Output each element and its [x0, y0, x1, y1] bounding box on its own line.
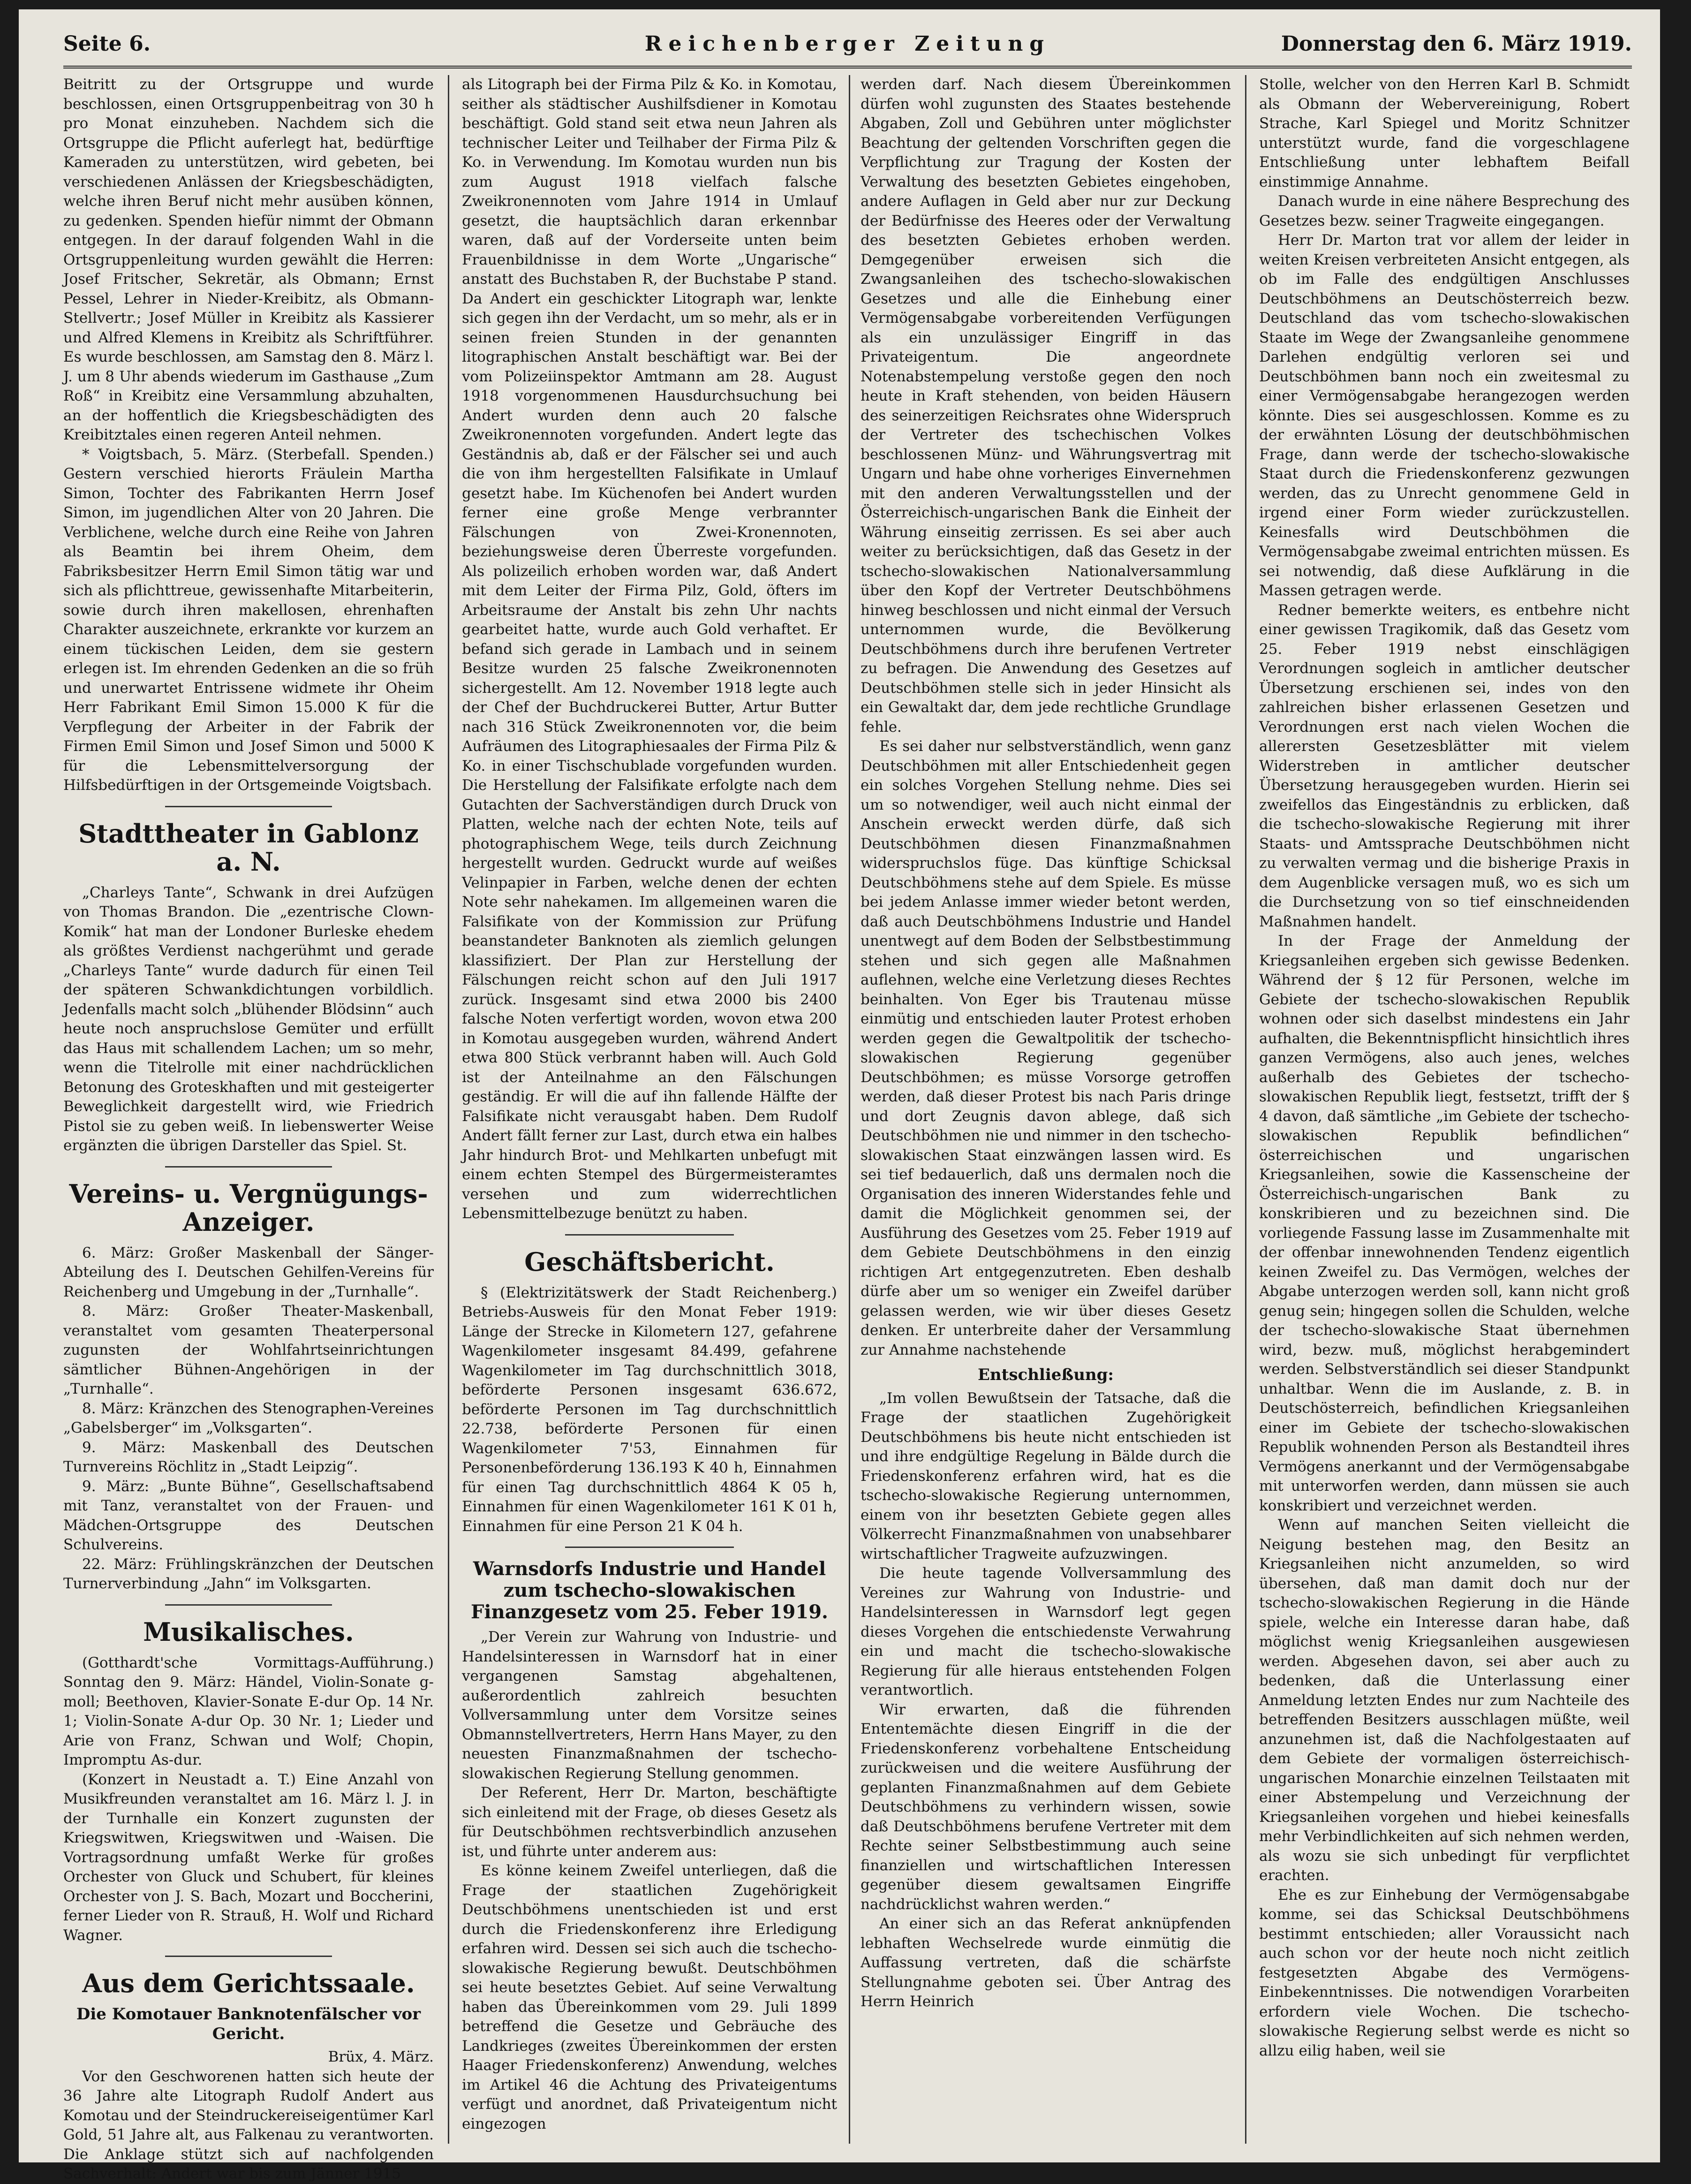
event-listing: 6. März: Großer Maskenball der Sänger-Abteilung des I. Deutschen Gehilfen-Vereins für Reichenberg und Umgebung in der „Turnhalle“.	[63, 1244, 434, 1300]
article-text: An einer sich an das Referat anknüpfenden lebhaften Wechselrede wurde einmütig die Auffassung vertreten, daß die schärfste Stellungnahme geboten sei. Über Antrag des Herrn Heinrich	[861, 1915, 1231, 2010]
article-text: (Gotthardt'sche Vormittags-Aufführung.) Sonntag den 9. März: Händel, Violin-Sonate g-moll; Beethoven, Klavier-Sonate E-dur Op. 14 Nr. 1; Violin-Sonate A-dur Op. 30 Nr. 1; Lieder und Arie von Franz, Schwan und Wolf; Chopin, Impromptu As-dur.	[63, 1654, 434, 1768]
section-divider	[565, 1547, 734, 1548]
article-text: Herr Dr. Marton trat vor allem der leider in weiten Kreisen verbreiteten Ansicht entgegen, als ob im Falle des endgültigen Anschlusses Deutschböhmens an Deutschösterreich bezw. Deutschland das vom tschecho-slowakischen Staate im Wege der Zwangsanleihe genommene Darlehen endgültig verloren sei und Deutschböhmen bann noch ein zweitesmal zu einer Vermögensabgabe herangezogen werden könnte. Dies sei ausgeschlossen. Komme es zu der erwähnten Lösung der deutschböhmischen Frage, dann werde der tschecho-slowakische Staat durch die Friedenskonferenz gezwungen werden, das zu Unrecht genommene Geld in irgend einer Form wieder zurückzustellen. Keinesfalls wird Deutschböhmen die Vermögensabgabe zweimal entrichten müssen. Es sei notwendig, daß diese Aufklärung in die Massen getragen werde.	[1259, 232, 1630, 599]
section-divider	[565, 1234, 734, 1236]
event-listing: 8. März: Kränzchen des Stenographen-Vereines „Gabelsberger“ im „Volksgarten“.	[63, 1400, 434, 1436]
column-2	[462, 75, 837, 2144]
article-text: Wir erwarten, daß die führenden Ententemächte diesen Eingriff in die der Friedenskonferenz vorbehaltene Entscheidung zurückweisen und die weitere Ausführung der geplanten Finanzmaßnahmen auf dem Gebiete Deutschböhmens zu verhindern wissen, sowie daß Deutschböhmens berufene Vertreter mit dem Rechte seiner Selbstbestimmung auch seine finanziellen und wirtschaftlichen Interessen gegenüber diesem gewaltsamen Eingriffe nachdrücklichst wahren werden.“	[861, 1701, 1231, 1913]
section-heading: Stadttheater in Gablonz a. N.	[78, 818, 419, 877]
event-listing: 8. März: Großer Theater-Maskenball, veranstaltet vom gesamten Theaterpersonal zugunsten der Wohlfahrtseinrichtungen sämtlicher Bühnen-Angehörigen in der „Turnhalle“.	[63, 1303, 434, 1397]
resolution-heading: Entschließung:	[978, 1365, 1114, 1384]
article-text: „Im vollen Bewußtsein der Tatsache, daß die Frage der staatlichen Zugehörigkeit Deutschböhmens bis heute nicht entschieden ist und ihre endgültige Regelung in Bälde durch die Friedenskonferenz erfahren wird, hat es die tschecho-slowakische Regierung unternommen, einem von ihr besetzten Gebiete gegen alles Völkerrecht Finanzmaßnahmen von unabsehbarer wirtschaftlicher Tragweite aufzuzwingen.	[861, 1389, 1231, 1562]
article-text: Es sei daher nur selbstverständlich, wenn ganz Deutschböhmen mit aller Entschiedenheit gegen ein solches Vorgehen Stellung nehme. Dies sei um so notwendiger, weil auch nicht einmal der Anschein erweckt werden dürfe, daß sich Deutschböhmen diesen Finanzmaßnahmen widerspruchslos füge. Das künftige Schicksal Deutschböhmens stehe auf dem Spiele. Es müsse bei jedem Anlasse immer wieder betont werden, daß auch Deutschböhmens Industrie und Handel unentwegt auf dem Boden der Selbstbestimmung stehen und sich gegen alle Maßnahmen auflehnen, welche eine Verletzung dieses Rechtes beinhalten. Von Eger bis Trautenau müsse einmütig und entschieden lauter Protest erhoben werden gegen die Gewaltpolitik der tschecho-slowakischen Regierung gegenüber Deutschböhmen; es müsse Vorsorge getroffen werden, daß dieser Protest bis nach Paris dringe und dort Zeugnis davon ablege, daß sich Deutschböhmen nie und nimmer in den tschecho-slowakischen Staat einzwängen lassen wird. Es sei tief bedauerlich, daß uns dermalen noch die Organisation des inneren Widerstandes fehle und damit die Möglichkeit genommen sei, der Ausführung des Gesetzes vom 25. Feber 1919 auf dem Gebiete Deutschböhmens in den einzig richtigen Art entgegenzutreten. Eben deshalb dürfe aber um so weniger ein Zweifel darüber gelassen werden, wie wir über dieses Gesetz denken. Er unterbreite daher der Versammlung zur Annahme nachstehende	[861, 738, 1231, 1358]
article-subheading: Die Komotauer Banknotenfälscher vor Gericht.	[76, 2005, 421, 2043]
article-text: * Voigtsbach, 5. März. (Sterbefall. Spenden.) Gestern verschied hierorts Fräulein Martha Simon, Tochter des Fabrikanten Herrn Josef Simon, im jugendlichen Alter von 20 Jahren. Die Verblichene, welche durch eine Reihe von Jahren als Beamtin bei ihrem Oheim, dem Fabriksbesitzer Herrn Emil Simon tätig war und sich als pflichttreue, gewissenhafte Mitarbeiterin, sowie durch ihren makellosen, ehrenhaften Charakter auszeichnete, erkrankte vor kurzem an einem tückischen Leiden, dem sie gestern erlegen ist. Im ehrenden Gedenken an die so früh und unerwartet Entrissene widmete ihr Oheim Herr Fabrikant Emil Simon 15.000 K für die Verpflegung der Arbeiter in der Fabrik der Firmen Emil Simon und Josef Simon und 5000 K für die Lebensmittelversorgung der Hilfsbedürftigen in der Ortsgemeinde Voigtsbach.	[63, 446, 434, 794]
section-divider	[165, 806, 332, 807]
section-heading: Vereins- u. Vergnügungs-Anzeiger.	[69, 1178, 428, 1237]
article-text: Der Referent, Herr Dr. Marton, beschäftigte sich einleitend mit der Frage, ob dieses Gesetz als für Deutschböhmen rechtsverbindlich anzusehen ist, und führte unter anderem aus:	[462, 1784, 837, 1860]
event-listing: 22. März: Frühlingskränzchen der Deutschen Turnerverbindung „Jahn“ im Volksgarten.	[63, 1555, 434, 1592]
article-headline: Warnsdorfs Industrie und Handel zum tschecho-slowakischen Finanzgesetz vom 25. Feber 1919.	[471, 1558, 828, 1623]
issue-date: Donnerstag den 6. März 1919.	[1281, 32, 1632, 56]
article-text: In der Frage der Anmeldung der Kriegsanleihen ergeben sich gewisse Bedenken. Während der § 12 für Personen, welche im Gebiete der tschecho-slowakischen Republik wohnen oder sich daselbst mindestens ein Jahr aufhalten, die Bekenntnispflicht hinsichtlich ihres ganzen Vermögens, also auch jenes, welches außerhalb des Gebietes der tschecho-slowakischen Republik liegt, festsetzt, trifft der § 4 davon, daß sämtliche „im Gebiete der tschecho-slowakischen Republik befindlichen“ österreichischen und ungarischen Kriegsanleihen, sowie die Kassenscheine der Österreichisch-ungarischen Bank zu konskribieren und zu bezeichnen sind. Die vorliegende Fassung lasse im Zusammenhalte mit der offenbar innewohnenden Tendenz eigentlich keinen Zweifel zu. Das Vermögen, welches der Abgabe unterzogen werden soll, kann nicht groß genug sein; hingegen sollen die Schulden, welche der tschecho-slowakische Staat übernehmen wird, bezw. muß, möglichst herabgemindert werden. Selbstverständlich sei dieser Standpunkt unhaltbar. Wenn die im Auslande, z. B. in Deutschösterreich, befindlichen Kriegsanleihen einer im Gebiete der tschecho-slowakischen Republik wohnenden Person als Bestandteil ihres Vermögens anerkannt und der Vermögensabgabe mit unterworfen werden, dann müssen sie auch konskribiert und verzeichnet werden.	[1259, 933, 1630, 1514]
section-divider	[165, 1166, 332, 1168]
page-number: Seite 6.	[63, 32, 151, 56]
article-text: Ehe es zur Einhebung der Vermögensabgabe komme, sei das Schicksal Deutschböhmens bestimmt entschieden; aller Voraussicht nach auch schon vor der heute noch nicht zeitlich festgesetzten Abgabe des Vermögens-Einbekenntnisses. Die notwendigen Vorarbeiten erfordern viele Wochen. Die tschecho-slowakische Regierung selbst werde es nicht so allzu eilig haben, weil sie	[1259, 1886, 1630, 2059]
column-3	[861, 75, 1231, 2144]
article-text: werden darf. Nach diesem Übereinkommen dürfen wohl zugunsten des Staates bestehende Abgaben, Zoll und Gebühren unter möglichster Beachtung der geltenden Vorschriften gegen die Verpflichtung zur Tragung der Kosten der Verwaltung des besetzten Gebietes eingehoben, andere Auflagen in Geld aber nur zur Deckung der Bedürfnisse des Heeres oder der Verwaltung des besetzten Gebietes erhoben werden. Demgegenüber erweisen sich die Zwangsanleihen des tschecho-slowakischen Gesetzes und alle die Einhebung einer Vermögensabgabe vorbereitenden Verfügungen als ein unzulässiger Eingriff in das Privateigentum. Die angeordnete Notenabstempelung verstoße gegen den noch heute in Kraft stehenden, von beiden Häusern des seinerzeitigen Reichsrates ohne Widerspruch der Vertreter des tschechischen Volkes beschlossenen Münz- und Währungsvertrag mit Ungarn und habe ohne vorheriges Einvernehmen mit den anderen Verwaltungsstellen und der Österreichisch-ungarischen Bank die Einheit der Währung einseitig zerrissen. Es sei aber auch weiter zu berücksichtigen, daß das Gesetz in der tschecho-slowakischen Nationalversammlung über den Kopf der Vertreter Deutschböhmens hinweg beschlossen und nicht einmal der Versuch unternommen wurde, die Bevölkerung Deutschböhmens durch ihre berufenen Vertreter zu befragen. Die Anwendung des Gesetzes auf Deutschböhmen stelle sich in jeder Hinsicht als ein Gewaltakt dar, dem jede rechtliche Grundlage fehle.	[861, 76, 1231, 736]
column-4	[1259, 75, 1630, 2144]
article-text: als Litograph bei der Firma Pilz & Ko. in Komotau, seither als städtischer Aushilfsdiener in Komotau beschäftigt. Gold stand seit etwa neun Jahren als technischer Leiter und Teilhaber der Firma Pilz & Ko. in Verwendung. Im Komotau wurden nun bis zum August 1918 vielfach falsche Zweikronennoten vom Jahre 1914 in Umlauf gesetzt, die hauptsächlich daran erkennbar waren, daß auf der Vorderseite unten beim Frauenbildnisse in dem Worte „Ungarische“ anstatt des Buchstaben R, der Buchstabe P stand. Da Andert ein geschickter Litograph war, lenkte sich gegen ihn der Verdacht, um so mehr, als er in seinen freien Stunden in der genannten litographischen Anstalt beschäftigt war. Bei der vom Polizeiinspektor Amtmann am 28. August 1918 vorgenommenen Hausdurchsuchung bei Andert wurden denn auch 20 falsche Zweikronennoten vorgefunden. Andert legte das Geständnis ab, daß er der Fälscher sei und auch die von ihm hergestellten Falsifikate in Umlauf gesetzt habe. Im Küchenofen bei Andert wurden ferner eine große Menge verbrannter Fälschungen von Zwei-Kronennoten, beziehungsweise deren Überreste vorgefunden. Als polizeilich erhoben worden war, daß Andert mit dem Leiter der Firma Pilz, Gold, öfters im Arbeitsraume der Anstalt bis zehn Uhr nachts gearbeitet hatte, wurde auch Gold verhaftet. Er befand sich gerade in Lambach und in seinem Besitze wurden 25 falsche Zweikronennoten sichergestellt. Am 12. November 1918 legte auch der Chef der Buchdruckerei Butter, Artur Butter nach 316 Stück Zweikronennoten vor, die beim Aufräumen des Litographiesaales der Firma Pilz & Ko. in einer Tischschublade vorgefunden wurden. Die Herstellung der Falsifikate erfolgte nach dem Gutachten der Sachverständigen durch Druck von Platten, welche nach der echten Note, teils auf photographischem Wege, teils durch Zeichnung hergestellt wurden. Gedruckt wurde auf weißes Velinpapier in Farben, welche denen der echten Note sehr nahekamen. Im allgemeinen waren die Falsifikate von der Kommission zur Prüfung beanstandeter Banknoten als ziemlich gelungen klassifiziert. Der Plan zur Herstellung der Fälschungen reicht schon auf den Juli 1917 zurück. Insgesamt sind etwa 2000 bis 2400 falsche Noten verfertigt worden, wovon etwa 200 in Komotau ausgegeben wurden, während Andert etwa 800 Stück verbrannt haben will. Auch Gold ist der Anteilnahme an den Fälschungen geständig. Er will die auf ihn fallende Hälfte der Falsifikate nicht verausgabt haben. Dem Rudolf Andert fällt ferner zur Last, durch etwa ein halbes Jahr hindurch Brot- und Mehlkarten unbefugt mit einem echten Stempel des Bürgermeisteramtes versehen und zum widerrechtlichen Lebensmittelbezuge benützt zu haben.	[462, 76, 837, 1222]
article-text: Danach wurde in eine nähere Besprechung des Gesetzes bezw. seiner Tragweite eingegangen.	[1259, 193, 1630, 229]
newspaper-page	[19, 9, 1660, 2182]
article-text: Beitritt zu der Ortsgruppe und wurde beschlossen, einen Ortsgruppenbeitrag von 30 h pro Monat einzuheben. Nachdem sich die Ortsgruppe die Pflicht auferlegt hat, bedürftige Kameraden zu unterstützen, wird gebeten, bei verschiedenen Anlässen der Kriegsbeschädigten, welche ihren Beruf nicht mehr ausüben können, zu gedenken. Spenden hiefür nimmt der Obmann entgegen. In der darauf folgenden Wahl in die Ortsgruppenleitung wurden gewählt die Herren: Josef Fritscher, Sekretär, als Obmann; Ernst Pessel, Lehrer in Nieder-Kreibitz, als Obmann-Stellvertr.; Josef Müller in Kreibitz als Kassierer und Alfred Klemens in Kreibitz als Schriftführer. Es wurde beschlossen, am Samstag den 8. März l. J. um 8 Uhr abends wiederum im Gasthause „Zum Roß“ in Kreibitz eine Versammlung abzuhalten, an der hoffentlich die Kriegsbeschädigten des Kreibitztales einen regeren Anteil nehmen.	[63, 76, 434, 443]
section-divider	[165, 1604, 332, 1606]
page-header	[63, 28, 1632, 68]
section-divider	[165, 1956, 332, 1957]
column-divider	[1245, 75, 1246, 2144]
section-heading: Aus dem Gerichtssaale.	[82, 1968, 415, 1998]
article-text: (Konzert in Neustadt a. T.) Eine Anzahl von Musikfreunden veranstaltet am 16. März l. J. in der Turnhalle ein Konzert zugunsten der Kriegswitwen, Kriegswitwen und -Waisen. Die Vortragsordnung umfaßt Werke für großes Orchester von Gluck und Schubert, für kleines Orchester von J. S. Bach, Mozart und Boccherini, ferner Lieder von R. Strauß, H. Wolf und Richard Wagner.	[63, 1771, 434, 1944]
column-divider	[849, 75, 850, 2144]
newspaper-title: Reichenberger Zeitung	[644, 32, 1051, 56]
article-text: Wenn auf manchen Seiten vielleicht die Neigung bestehen mag, den Besitz an Kriegsanleihen nicht anzumelden, so wird übersehen, daß man damit doch nur der tschecho-slowakischen Regierung in die Hände spiele, welche ein Interesse daran habe, daß möglichst wenig Kriegsanleihen ausgewiesen werden. Abgesehen davon, sei aber auch zu bedenken, daß die Unterlassung einer Anmeldung letzten Endes nur zum Nachteile des betreffenden Besitzers ausschlagen müßte, weil anzunehmen ist, daß die Nachfolgestaaten auf dem Gebiete der vormaligen österreichisch-ungarischen Monarchie einzelnen Teilstaaten mit einer Abstempelung und Verzeichnung der Kriegsanleihen vorgehen und hiebei keinesfalls mehr Verbindlichkeiten auf sich nehmen werden, als wozu sie sich unbedingt für verpflichtet erachten.	[1259, 1517, 1630, 1884]
column-1	[63, 75, 434, 2182]
event-listing: 9. März: Maskenball des Deutschen Turnvereins Röchlitz in „Stadt Leipzig“.	[63, 1439, 434, 1475]
article-text: „Charleys Tante“, Schwank in drei Aufzügen von Thomas Brandon. Die „ezentrische Clown-Komik“ hat man der Londoner Burleske ehedem als größtes Verdienst nachgerühmt und gerade „Charleys Tante“ wurde dadurch für einen Teil der späteren Schwankdichtungen vorbildlich. Jedenfalls macht solch „blühender Blödsinn“ auch heute noch anspruchslose Gemüter und erfüllt das Haus mit schallendem Lachen; um so mehr, wenn die Titelrolle mit einer nachdrücklichen Betonung des Groteskhaften und mit gesteigerter Beweglichkeit dargestellt wird, wie Friedrich Pistol sie zu geben weiß. In liebenswerter Weise ergänzten die übrigen Darsteller das Spiel. St.	[63, 884, 434, 1154]
dateline: Brüx, 4. März.	[328, 2048, 434, 2065]
article-text: Vor den Geschworenen hatten sich heute der 36 Jahre alte Litograph Rudolf Andert aus Komotau und der Steindruckereiseigentümer Karl Gold, 51 Jahre alt, aus Falkenau zu verantworten. Die Anklage stützt sich auf nachfolgenden Sachverhalt: Andert war bis zum Jänner 1915	[63, 2068, 434, 2182]
article-text: Redner bemerkte weiters, es entbehre nicht einer gewissen Tragikomik, daß das Gesetz vom 25. Feber 1919 nebst einschlägigen Verordnungen sogleich in amtlicher deutscher Übersetzung erschienen sei, indes von den zahlreichen bisher erlassenen Gesetzen und Verordnungen erst nach vielen Wochen die allerersten Gesetzesblätter mit vielem Widerstreben in amtlicher deutscher Übersetzung herausgegeben wurden. Hierin sei zweifellos das Eingeständnis zu erblicken, daß die tschecho-slowakische Regierung mit ihrer Staats- und Amtssprache Deutschböhmen nicht zu verwalten vermag und die bisherige Praxis in dem Augenblicke versagen muß, wo es sich um die Durchsetzung von so tief einschneidenden Maßnahmen handelt.	[1259, 601, 1630, 930]
section-heading: Musikalisches.	[143, 1616, 354, 1647]
section-heading: Geschäftsbericht.	[524, 1246, 775, 1277]
article-text: Es könne keinem Zweifel unterliegen, daß die Frage der staatlichen Zugehörigkeit Deutschböhmens unentschieden ist und erst durch die Friedenskonferenz ihre Erledigung erfahren wird. Dessen sei sich auch die tschecho-slowakische Regierung bewußt. Deutschböhmen sei heute besetztes Gebiet. Auf seine Verwaltung haben das Übereinkommen vom 29. Juli 1899 betreffend die Gesetze und Gebräuche des Landkrieges (zweites Übereinkommen der ersten Haager Friedenskonferenz) Anwendung, welches im Artikel 46 die Achtung des Privateigentums verfügt und anordnet, daß Privateigentum nicht eingezogen	[462, 1862, 837, 2132]
article-text: „Der Verein zur Wahrung von Industrie- und Handelsinteressen in Warnsdorf hat in einer vergangenen Samstag abgehaltenen, außerordentlich zahlreich besuchten Vollversammlung unter dem Vorsitze seines Obmannstellvertreters, Herrn Hans Mayer, zu den neuesten Finanzmaßnahmen der tschecho-slowakischen Regierung Stellung genommen.	[462, 1629, 837, 1782]
article-text: Stolle, welcher von den Herren Karl B. Schmidt als Obmann der Webervereinigung, Robert Strache, Karl Spiegel und Moritz Schnitzer unterstützt wurde, fand die vorgeschlagene Entschließung unter lebhaftem Beifall einstimmige Annahme.	[1259, 76, 1630, 190]
column-divider	[448, 75, 449, 2144]
article-text: Die heute tagende Vollversammlung des Vereines zur Wahrung von Industrie- und Handelsinteressen in Warnsdorf legt gegen dieses Vorgehen die entschiedenste Verwahrung ein und macht die tschecho-slowakische Regierung für alle hieraus entstehenden Folgen verantwortlich.	[861, 1565, 1231, 1699]
event-listing: 9. März: „Bunte Bühne“, Gesellschaftsabend mit Tanz, veranstaltet von der Frauen- und Mädchen-Ortsgruppe des Deutschen Schulvereins.	[63, 1478, 434, 1553]
article-text: § (Elektrizitätswerk der Stadt Reichenberg.) Betriebs-Ausweis für den Monat Feber 1919: Länge der Strecke in Kilometern 127, gefahrene Wagenkilometer insgesamt 84.499, gefahrene Wagenkilometer im Tag durchschnittlich 3018, beförderte Personen insgesamt 636.672, beförderte Personen im Tag durchschnittlich 22.738, beförderte Personen für einen Wagenkilometer 7'53, Einnahmen für Personenbeförderung 136.193 K 40 h, Einnahmen für einen Tag durchschnittlich 4864 K 05 h, Einnahmen für einen Wagenkilometer 161 K 01 h, Einnahmen für eine Person 21 K 04 h.	[462, 1284, 837, 1535]
